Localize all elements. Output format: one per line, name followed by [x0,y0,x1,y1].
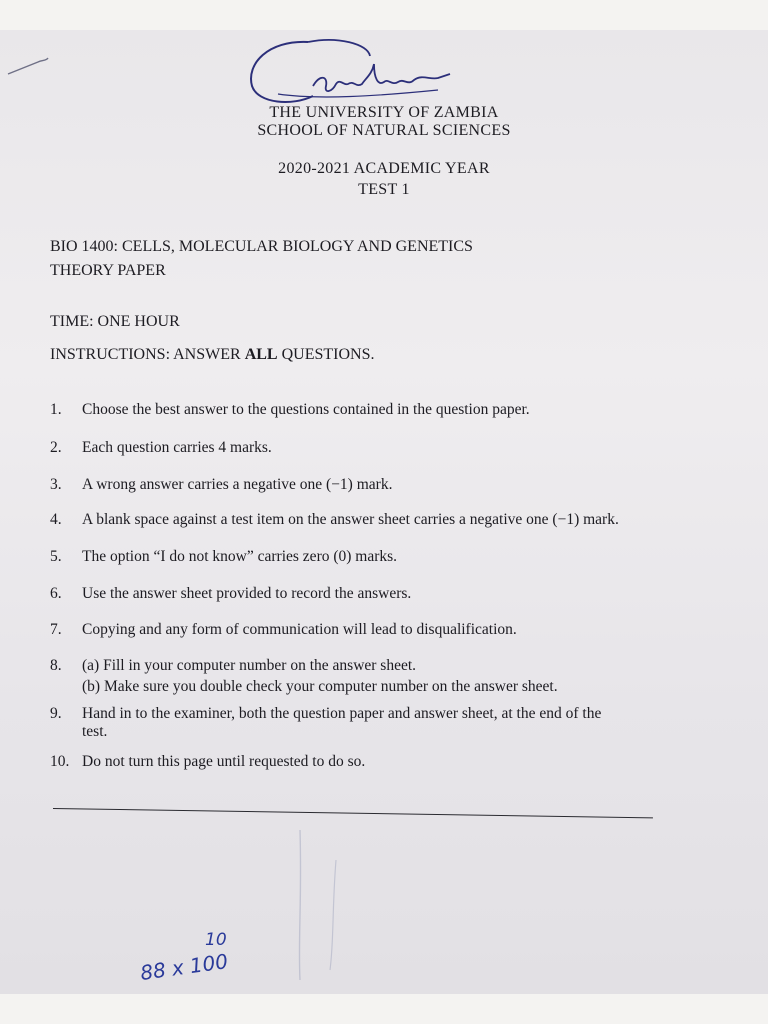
instruction-number: 1. [50,401,62,418]
show-through-mark [280,820,360,990]
instruction-text: Choose the best answer to the questions contained in the question paper. [82,401,530,418]
instructions-heading-tail: QUESTIONS. [277,346,375,363]
instruction-number: 3. [50,476,62,493]
instruction-number: 8. [50,657,62,674]
instruction-number: 9. [50,705,62,722]
instructions-emphasis: ALL [244,346,278,363]
paper-type: THEORY PAPER [50,262,166,279]
margin-tick [4,52,54,82]
test-label: TEST 1 [358,181,410,198]
background-strip [0,994,768,1024]
instruction-number: 2. [50,439,62,456]
instruction-text-continued: test. [82,723,108,740]
instruction-text: Copying and any form of communication will lead to disqualification. [82,621,517,638]
time-allowed: TIME: ONE HOUR [50,313,180,330]
instruction-number: 6. [50,585,62,602]
instruction-text: (a) Fill in your computer number on the answer sheet. [82,657,417,674]
instruction-number: 4. [50,511,62,528]
course-title: BIO 1400: CELLS, MOLECULAR BIOLOGY AND GENETICS [50,238,473,255]
institution-name: THE UNIVERSITY OF ZAMBIA [269,104,499,121]
handwritten-score-top: 10 [205,930,227,950]
handwritten-score: 88 x 100 [138,948,230,986]
instruction-number: 5. [50,548,62,565]
instruction-text: Each question carries 4 marks. [82,439,272,456]
instruction-text: A wrong answer carries a negative one (−1) mark. [82,476,393,493]
instruction-text: The option “I do not know” carries zero (0) marks. [82,548,398,565]
school-name: SCHOOL OF NATURAL SCIENCES [257,122,511,139]
instruction-text-continued: (b) Make sure you double check your computer number on the answer sheet. [82,678,558,695]
instruction-number: 7. [50,621,62,638]
instruction-number: 10. [50,753,70,770]
instruction-text: Do not turn this page until requested to do so. [82,753,366,770]
signature [238,34,468,114]
instructions-heading [50,346,374,364]
instruction-text: Use the answer sheet provided to record the answers. [82,585,412,602]
academic-year: 2020-2021 ACADEMIC YEAR [278,160,490,177]
instruction-text: A blank space against a test item on the answer sheet carries a negative one (−1) mark. [82,511,619,528]
instructions-heading-text: INSTRUCTIONS: ANSWER [50,346,245,363]
instruction-text: Hand in to the examiner, both the question paper and answer sheet, at the end of the [82,705,602,722]
